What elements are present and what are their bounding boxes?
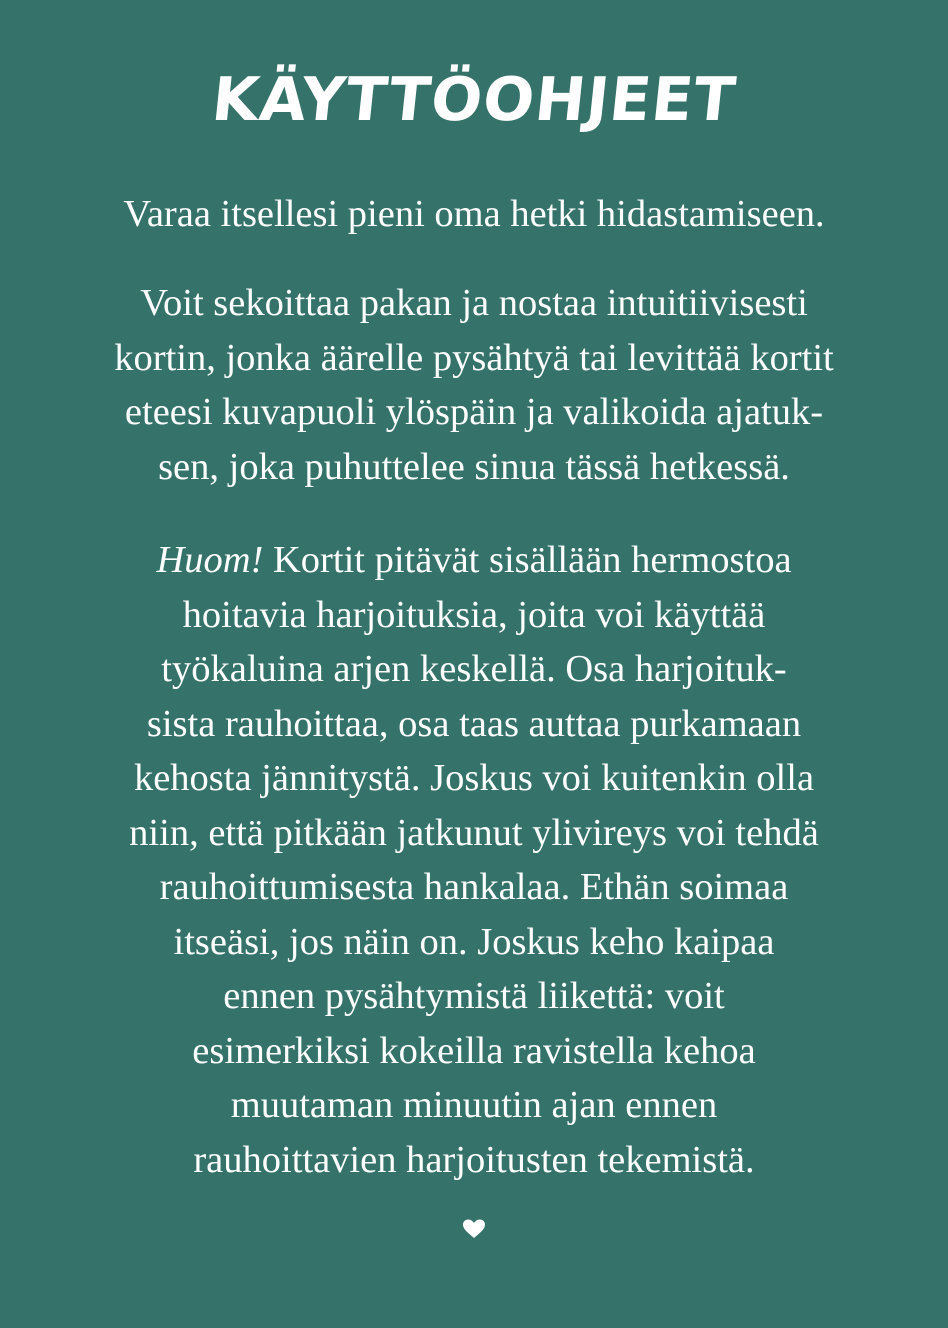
text-line: Varaa itsellesi pieni oma hetki hidastamiseen.: [123, 193, 825, 235]
text-line: rauhoittumisesta hankalaa. Ethän soimaa: [159, 866, 789, 908]
text-line: muutaman minuutin ajan ennen: [230, 1084, 718, 1126]
text-line: Voit sekoittaa pakan ja nostaa intuitiivisesti: [140, 282, 808, 324]
text-line: hoitavia harjoituksia, joita voi käyttää: [182, 593, 766, 636]
text-line: kehosta jännitystä. Joskus voi kuitenkin olla: [133, 757, 815, 799]
text-line: esimerkiksi kokeilla ravistella kehoa: [192, 1029, 756, 1072]
text-line: niin, että pitkään jatkunut ylivireys voi tehdä: [129, 811, 819, 854]
text-line: työkaluina arjen keskellä. Osa harjoituk-: [161, 648, 787, 690]
text-line: sista rauhoittaa, osa taas auttaa purkamaan: [146, 702, 802, 745]
heart-icon-svg: [462, 1219, 486, 1239]
heart-icon: [0, 1213, 948, 1245]
text-line: kortin, jonka äärelle pysähtyä tai levittää kortit: [114, 336, 834, 379]
text-line: [0, 533, 948, 588]
text-line: ennen pysähtymistä liikettä: voit: [223, 975, 725, 1017]
note-emphasis: Huom!: [156, 539, 264, 581]
page-title: KÄYTTÖOHJEET: [208, 65, 740, 135]
text-line: sen, joka puhuttelee sinua tässä hetkessä.: [158, 445, 790, 488]
text-line: rauhoittavien harjoitusten tekemistä.: [193, 1138, 755, 1181]
instructions-paragraph: [0, 276, 948, 494]
intro-paragraph: [0, 187, 948, 242]
text-line: eteesi kuvapuoli ylöspäin ja valikoida ajatuk-: [124, 391, 824, 433]
text-line: itseäsi, jos näin on. Joskus keho kaipaa: [173, 920, 775, 963]
note-paragraph: [0, 533, 948, 1187]
note-first-line-text: Kortit pitävät sisällään hermostoa: [263, 539, 792, 581]
